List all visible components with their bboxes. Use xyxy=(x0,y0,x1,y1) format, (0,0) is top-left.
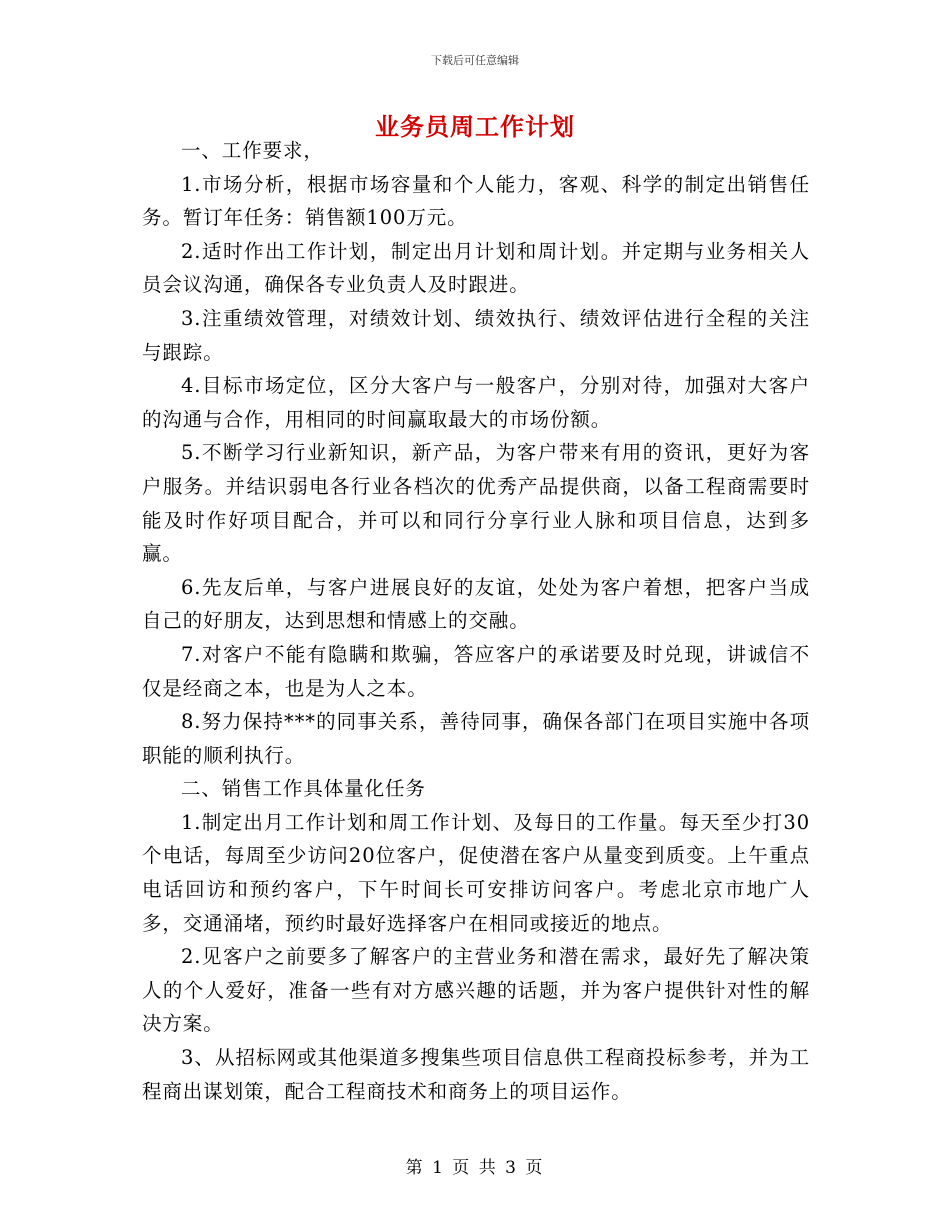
paragraph-item: 8.努力保持***的同事关系，善待同事，确保各部门在项目实施中各项职能的顺利执行。 xyxy=(142,710,810,767)
paragraph-item: 5.不断学习行业新知识，新产品，为客户带来有用的资讯，更好为客户服务。并结识弱电各行业各档次的优秀产品提供商，以备工程商需要时能及时作好项目配合，并可以和同行分享行业人脉和项目信息，达到多赢。 xyxy=(142,441,810,566)
paragraph-item: 7.对客户不能有隐瞒和欺骗，答应客户的承诺要及时兑现，讲诚信不仅是经商之本，也是为人之本。 xyxy=(142,642,810,700)
paragraph-item: 6.先友后单，与客户进展良好的友谊，处处为客户着想，把客户当成自己的好朋友，达到思想和情感上的交融。 xyxy=(142,575,810,633)
page-number-footer: 第 1 页 共 3 页 xyxy=(405,1158,545,1178)
paragraph-item: 3、从招标网或其他渠道多搜集些项目信息供工程商投标参考，并为工程商出谋划策，配合工程商技术和商务上的项目运作。 xyxy=(142,1046,810,1103)
paragraph-item: 2.适时作出工作计划，制定出月计划和周计划。并定期与业务相关人员会议沟通，确保各专业负责人及时跟进。 xyxy=(142,239,810,297)
paragraph-item: 2.见客户之前要多了解客户的主营业务和潜在需求，最好先了解决策人的个人爱好，准备一些有对方感兴趣的话题，并为客户提供针对性的解决方案。 xyxy=(142,945,810,1036)
paragraph-item: 3.注重绩效管理，对绩效计划、绩效执行、绩效评估进行全程的关注与跟踪。 xyxy=(142,306,810,364)
header-note: 下载后可任意编辑 xyxy=(431,54,519,67)
section-heading-1: 一、工作要求， xyxy=(181,139,324,162)
page-title: 业务员周工作计划 xyxy=(375,113,575,141)
paragraph-item: 1.市场分析，根据市场容量和个人能力，客观、科学的制定出销售任务。暂订年任务：销售额100万元。 xyxy=(142,172,810,230)
paragraph-item: 4.目标市场定位，区分大客户与一般客户，分别对待，加强对大客户的沟通与合作，用相同的时间赢取最大的市场份额。 xyxy=(142,374,810,431)
paragraph-item: 1.制定出月工作计划和周工作计划、及每日的工作量。每天至少打30个电话，每周至少访问20位客户，促使潜在客户从量变到质变。上午重点电话回访和预约客户，下午时间长可安排访问客户。考虑北京市地广人多，交通涌堵，预约时最好选择客户在相同或接近的地点。 xyxy=(142,810,810,935)
document-body xyxy=(142,134,810,1108)
section-heading-2: 二、销售工作具体量化任务 xyxy=(181,777,426,801)
